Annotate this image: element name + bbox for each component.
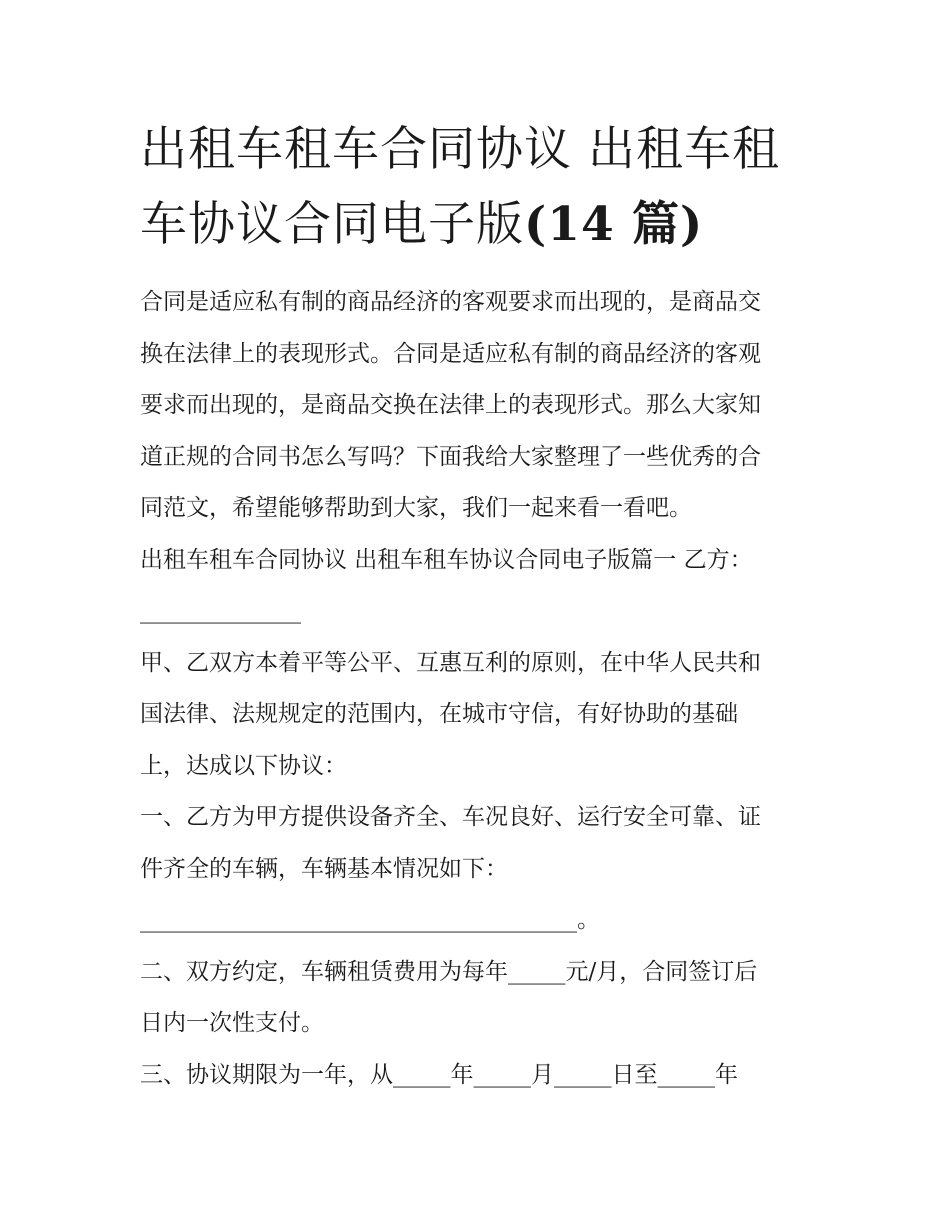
paragraph-line: 上，达成以下协议：: [140, 752, 347, 779]
paragraph-line: 国法律、法规规定的范围内，在城市守信，有好协助的基础: [140, 701, 738, 727]
intro-line: 同范文，希望能够帮助到大家，我们一起来看一看吧。: [140, 495, 692, 521]
clause-2-line: 二、双方约定，车辆租赁费用为每年_____元/月，合同签订后: [140, 958, 758, 985]
document-title: [140, 112, 820, 262]
vehicle-info-blank: ______________________________________。: [140, 907, 600, 933]
document-body: [140, 277, 820, 1101]
intro-line: 换在法律上的表现形式。合同是适应私有制的商品经济的客观: [140, 340, 761, 367]
title-line-2: [140, 187, 820, 262]
clause-3-line: 三、协议期限为一年，从_____年_____月_____日至_____年: [140, 1061, 738, 1088]
party-b-blank: ______________: [140, 598, 301, 624]
clause-1-line: 件齐全的车辆，车辆基本情况如下：: [140, 855, 508, 882]
paragraph-line: 甲、乙双方本着平等公平、互惠互利的原则，在中华人民共和: [140, 649, 761, 676]
title-count: (14 篇): [524, 197, 704, 252]
intro-line: 合同是适应私有制的商品经济的客观要求而出现的，是商品交: [140, 289, 761, 315]
intro-line: 道正规的合同书怎么写吗？下面我给大家整理了一些优秀的合: [140, 443, 761, 470]
intro-line: 要求而出现的，是商品交换在法律上的表现形式。那么大家知: [140, 392, 761, 418]
title-line-2-text: 车协议合同电子版: [140, 197, 524, 252]
clause-1-line: 一、乙方为甲方提供设备齐全、车况良好、运行安全可靠、证: [140, 804, 761, 830]
title-line-1: 出租车租车合同协议 出租车租: [140, 122, 780, 177]
section-heading: 出租车租车合同协议 出租车租车协议合同电子版篇一 乙方：: [140, 546, 753, 573]
clause-2-line: 日内一次性支付。: [140, 1010, 324, 1036]
